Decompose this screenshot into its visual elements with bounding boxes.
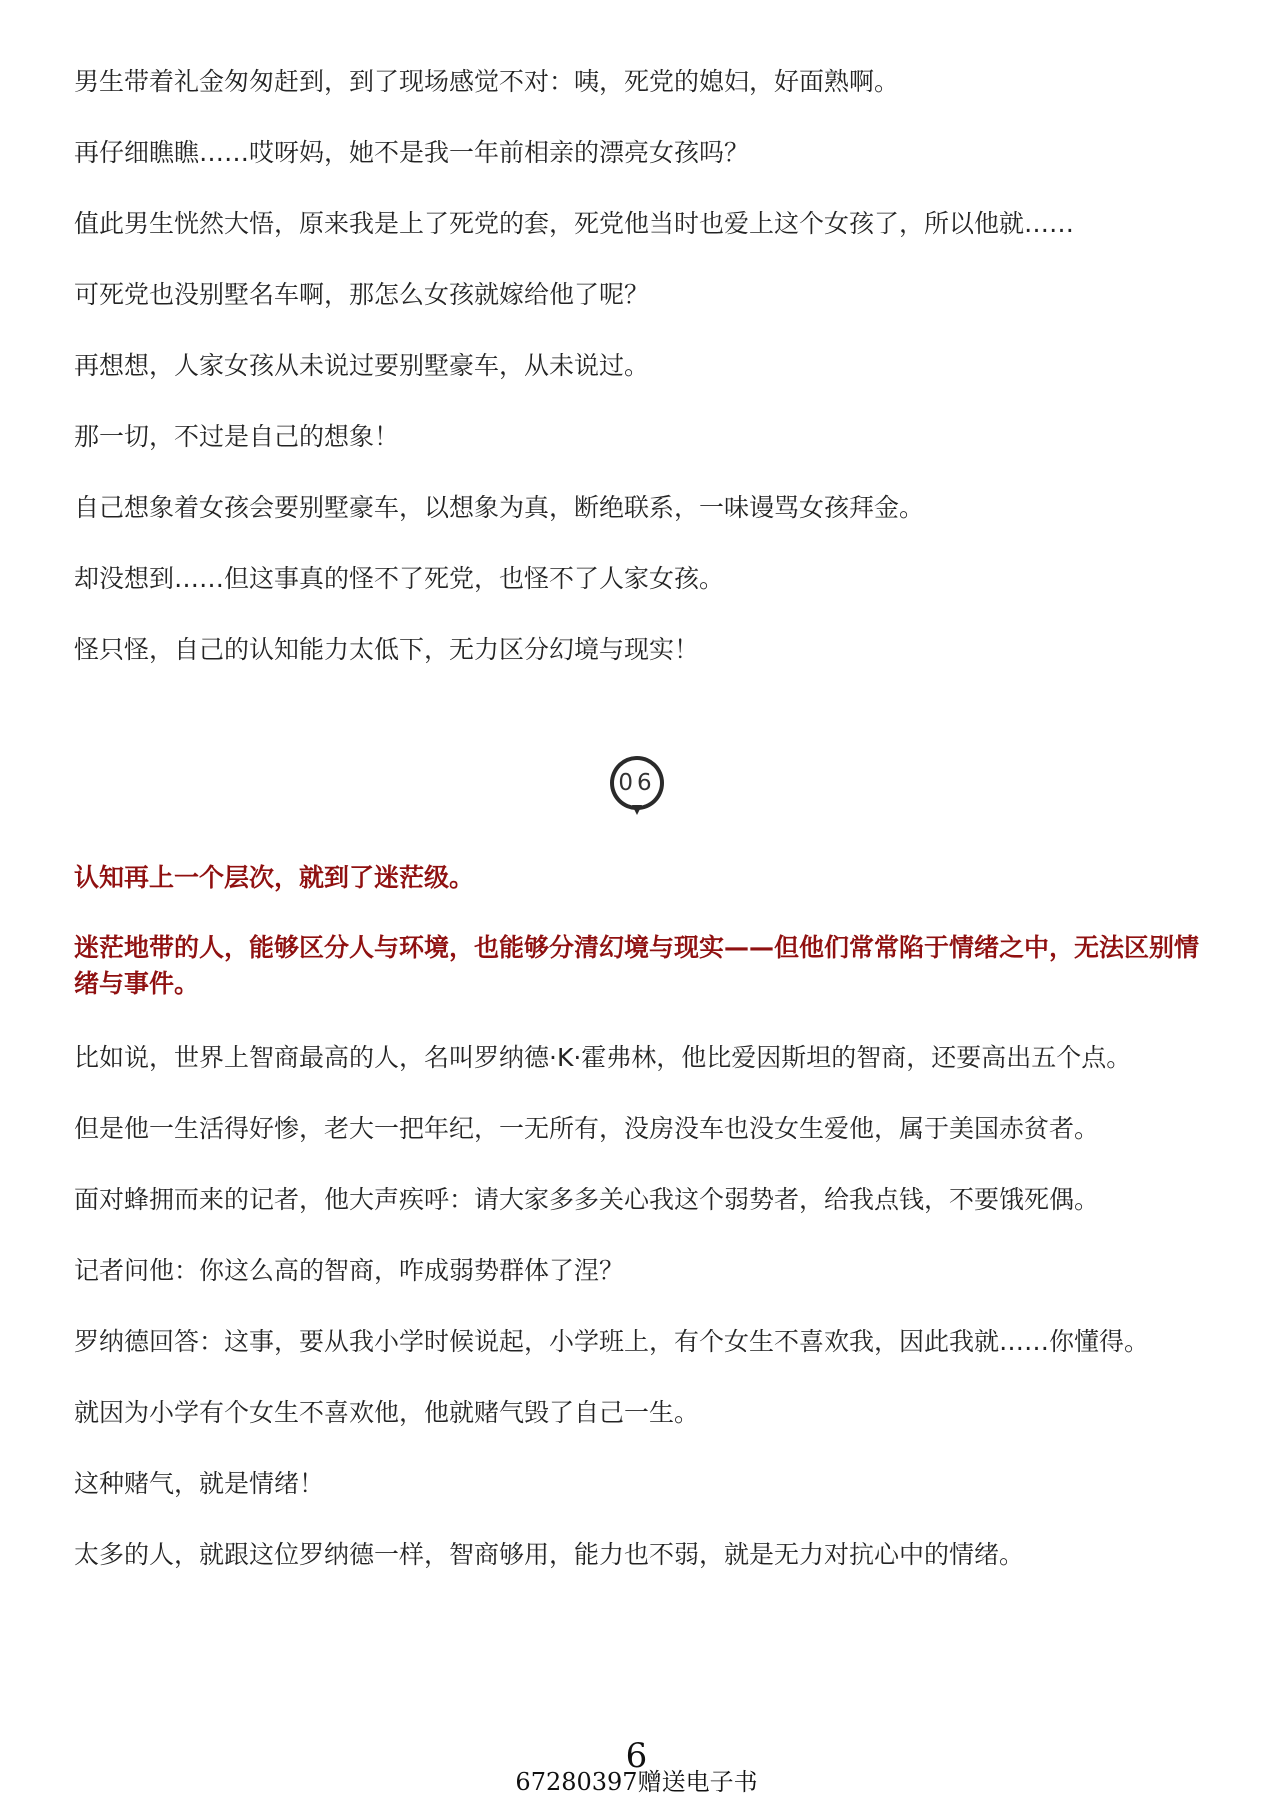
paragraph: 再仔细瞧瞧……哎呀妈，她不是我一年前相亲的漂亮女孩吗？ [74,138,750,167]
paragraph: 可死党也没别墅名车啊，那怎么女孩就嫁给他了呢？ [74,280,650,309]
paragraph: 怪只怪，自己的认知能力太低下，无力区分幻境与现实！ [74,635,700,664]
paragraph: 却没想到……但这事真的怪不了死党，也怪不了人家女孩。 [74,564,725,593]
paragraph: 面对蜂拥而来的记者，他大声疾呼：请大家多多关心我这个弱势者，给我点钱，不要饿死偶。 [74,1185,1100,1214]
paragraph: 记者问他：你这么高的智商，咋成弱势群体了涅？ [74,1256,625,1285]
section-number-badge [610,756,664,810]
paragraph: 太多的人，就跟这位罗纳德一样，智商够用，能力也不弱，就是无力对抗心中的情绪。 [74,1540,1025,1569]
paragraph: 这种赌气，就是情绪！ [74,1469,325,1498]
footer-note: 67280397赠送电子书 [515,1768,758,1796]
paragraph: 比如说，世界上智商最高的人，名叫罗纳德·K·霍弗林，他比爱因斯坦的智商，还要高出五个点。 [74,1043,1132,1072]
section-heading: 认知再上一个层次，就到了迷茫级。 [74,863,475,892]
paragraph: 罗纳德回答：这事，要从我小学时候说起，小学班上，有个女生不喜欢我，因此我就……你懂得。 [74,1327,1150,1356]
paragraph: 就因为小学有个女生不喜欢他，他就赌气毁了自己一生。 [74,1398,700,1427]
paragraph: 自己想象着女孩会要别墅豪车，以想象为真，断绝联系，一味谩骂女孩拜金。 [74,493,925,522]
paragraph: 再想想，人家女孩从未说过要别墅豪车，从未说过。 [74,351,650,380]
section-lead: 迷茫地带的人，能够区分人与环境，也能够分清幻境与现实——但他们常常陷于情绪之中，无法区别情绪与事件。 [74,933,1200,998]
paragraph: 男生带着礼金匆匆赶到，到了现场感觉不对：咦，死党的媳妇，好面熟啊。 [74,67,900,96]
paragraph: 那一切，不过是自己的想象！ [74,422,400,451]
paragraph: 但是他一生活得好惨，老大一把年纪，一无所有，没房没车也没女生爱他，属于美国赤贫者。 [74,1114,1100,1143]
page-number: 6 [625,1736,648,1776]
section-number: 06 [614,760,660,806]
page-footer [0,1736,1273,1796]
paragraph: 值此男生恍然大悟，原来我是上了死党的套，死党他当时也爱上这个女孩了，所以他就…… [74,209,1075,238]
